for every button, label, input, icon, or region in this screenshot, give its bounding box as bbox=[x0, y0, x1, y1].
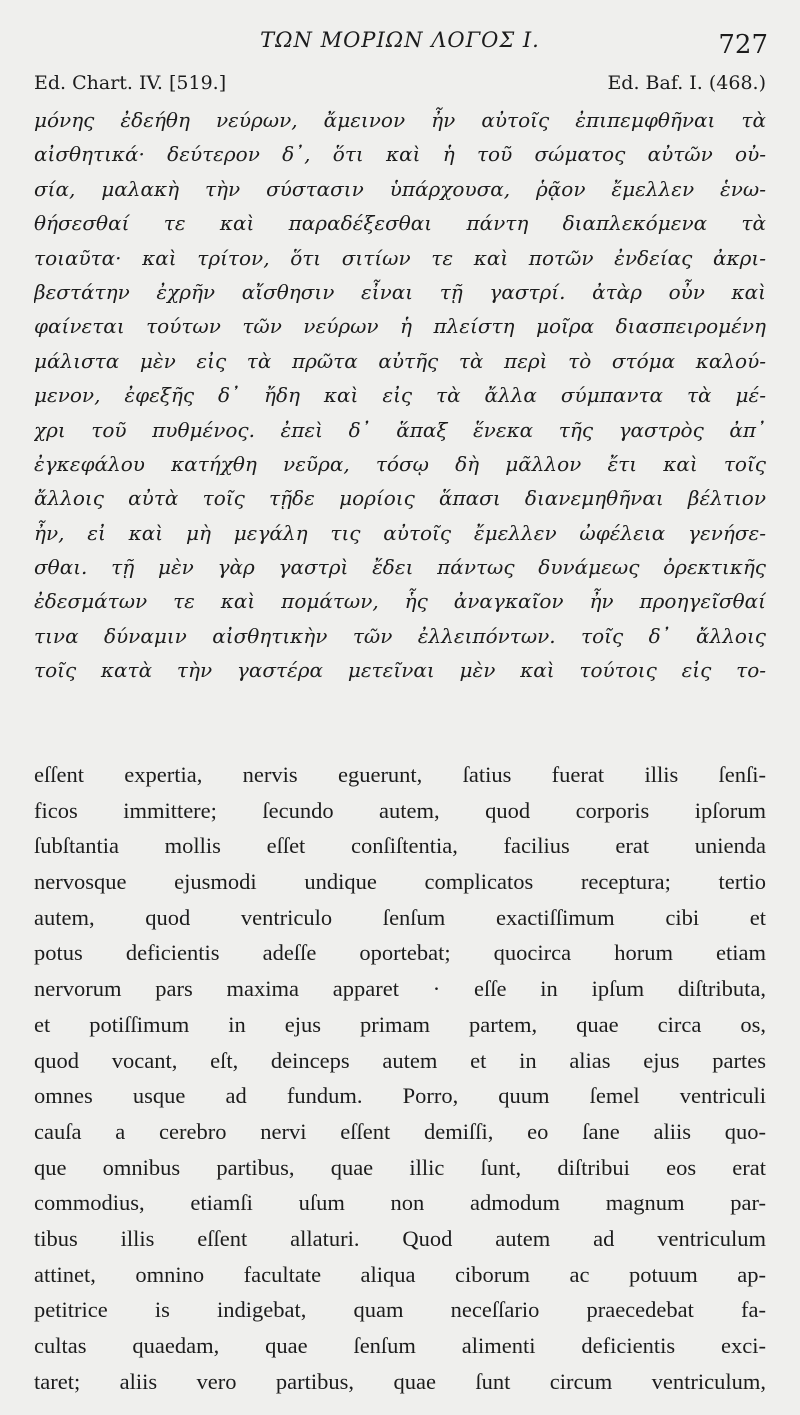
greek-text-line: ἐδεσμάτων τε καὶ πομάτων, ἧς ἀναγκαῖον ἦν προηγεῖσθαί bbox=[34, 589, 766, 614]
edition-chartier-reference: Ed. Chart. IV. [519.] bbox=[34, 72, 227, 94]
edition-basel-reference: Ed. Baf. I. (468.) bbox=[607, 72, 766, 94]
latin-text-line: eſſent expertia, nervis eguerunt, ſatius fuerat illis ſenſi- bbox=[34, 762, 766, 787]
latin-text-line: tibus illis eſſent allaturi. Quod autem ad ventriculum bbox=[34, 1225, 766, 1251]
greek-text-line: ἦν, εἰ καὶ μὴ μεγάλη τις αὐτοῖς ἔμελλεν ὠφέλεια γενήσε- bbox=[34, 520, 766, 545]
latin-text-line: autem, quod ventriculo ſenſum exactiſſimum cibi et bbox=[34, 904, 766, 930]
latin-text-line: ficos immittere; ſecundo autem, quod corporis ipſorum bbox=[34, 797, 766, 823]
greek-text-line: μόνης ἐδεήθη νεύρων, ἄμεινον ἦν αὐτοῖς ἐπιπεμφθῆναι τὰ bbox=[34, 108, 766, 132]
latin-text-line: nervorum pars maxima apparet · eſſe in ipſum diſtributa, bbox=[34, 976, 766, 1002]
latin-text-line: attinet, omnino facultate aliqua ciborum ac potuum ap- bbox=[34, 1261, 766, 1287]
latin-text-line: et potiſſimum in ejus primam partem, quae circa os, bbox=[34, 1011, 766, 1037]
greek-text-line: τοῖς κατὰ τὴν γαστέρα μετεῖναι μὲν καὶ τούτοις εἰς το- bbox=[34, 658, 766, 683]
latin-text-line: taret; aliis vero partibus, quae ſunt circum ventriculum, bbox=[34, 1368, 766, 1394]
greek-text-line: σία, μαλακὴ τὴν σύστασιν ὑπάρχουσα, ῥᾷον ἔμελλεν ἑνω- bbox=[34, 176, 766, 201]
latin-text-line: petitrice is indigebat, quam neceſſario praecedebat fa- bbox=[34, 1297, 766, 1323]
greek-text-block bbox=[34, 103, 766, 688]
latin-text-line: cultas quaedam, quae ſenſum alimenti deficientis exci- bbox=[34, 1333, 766, 1358]
greek-text-line: αἰσθητικά· δεύτερον δ᾽, ὅτι καὶ ἡ τοῦ σώματος αὐτῶν οὐ- bbox=[34, 142, 766, 167]
latin-text-block bbox=[34, 757, 766, 1399]
latin-text-line: nervosque ejusmodi undique complicatos receptura; tertio bbox=[34, 869, 766, 895]
latin-text-line: que omnibus partibus, quae illic ſunt, diſtribui eos erat bbox=[34, 1154, 766, 1180]
latin-text-line: omnes usque ad fundum. Porro, quum ſemel ventriculi bbox=[34, 1083, 766, 1109]
latin-text-line: ſubſtantia mollis eſſet conſiſtentia, facilius erat unienda bbox=[34, 833, 766, 859]
greek-text-line: τινα δύναμιν αἰσθητικὴν τῶν ἐλλειπόντων. τοῖς δ᾽ ἄλλοις bbox=[34, 623, 766, 648]
edition-reference-line bbox=[34, 72, 766, 102]
greek-text-line: σθαι. τῇ μὲν γὰρ γαστρὶ ἔδει πάντως δυνάμεως ὀρεκτικῆς bbox=[34, 555, 766, 580]
page-number: 727 bbox=[718, 30, 768, 60]
latin-text-line: commodius, etiamſi uſum non admodum magnum par- bbox=[34, 1190, 766, 1216]
latin-text-line: potus deficientis adeſſe oportebat; quocirca horum etiam bbox=[34, 940, 766, 966]
greek-text-line: ἄλλοις αὐτὰ τοῖς τῇδε μορίοις ἅπασι διανεμηθῆναι βέλτιον bbox=[34, 486, 766, 511]
greek-text-line: μενον, ἐφεξῆς δ᾽ ἤδη καὶ εἰς τὰ ἄλλα σύμπαντα τὰ μέ- bbox=[34, 383, 766, 408]
greek-text-line: τοιαῦτα· καὶ τρίτον, ὅτι σιτίων τε καὶ ποτῶν ἐνδείας ἀκρι- bbox=[34, 245, 766, 270]
greek-text-line: μάλιστα μὲν εἰς τὰ πρῶτα αὐτῆς τὰ περὶ τὸ στόμα καλού- bbox=[34, 348, 766, 373]
latin-text-line: cauſa a cerebro nervi eſſent demiſſi, eo ſane aliis quo- bbox=[34, 1118, 766, 1144]
greek-text-line: θήσεσθαί τε καὶ παραδέξεσθαι πάντη διαπλεκόμενα τὰ bbox=[34, 211, 766, 236]
greek-text-line: φαίνεται τούτων τῶν νεύρων ἡ πλείστη μοῖρα διασπειρομένη bbox=[34, 314, 766, 339]
greek-text-line: ἐγκεφάλου κατήχθη νεῦρα, τόσῳ δὴ μᾶλλον ἔτι καὶ τοῖς bbox=[34, 451, 766, 476]
greek-text-line: βεστάτην ἐχρῆν αἴσθησιν εἶναι τῇ γαστρί. ἀτὰρ οὖν καὶ bbox=[34, 279, 766, 304]
greek-text-line: χρι τοῦ πυθμένος. ἐπεὶ δ᾽ ἅπαξ ἕνεκα τῆς γαστρὸς ἀπ᾽ bbox=[34, 417, 766, 442]
latin-text-line: quod vocant, eſt, deinceps autem et in alias ejus partes bbox=[34, 1047, 766, 1073]
running-title: ΤΩΝ ΜΟΡΙΩΝ ΛΟΓΟΣ Ι. bbox=[260, 28, 540, 52]
